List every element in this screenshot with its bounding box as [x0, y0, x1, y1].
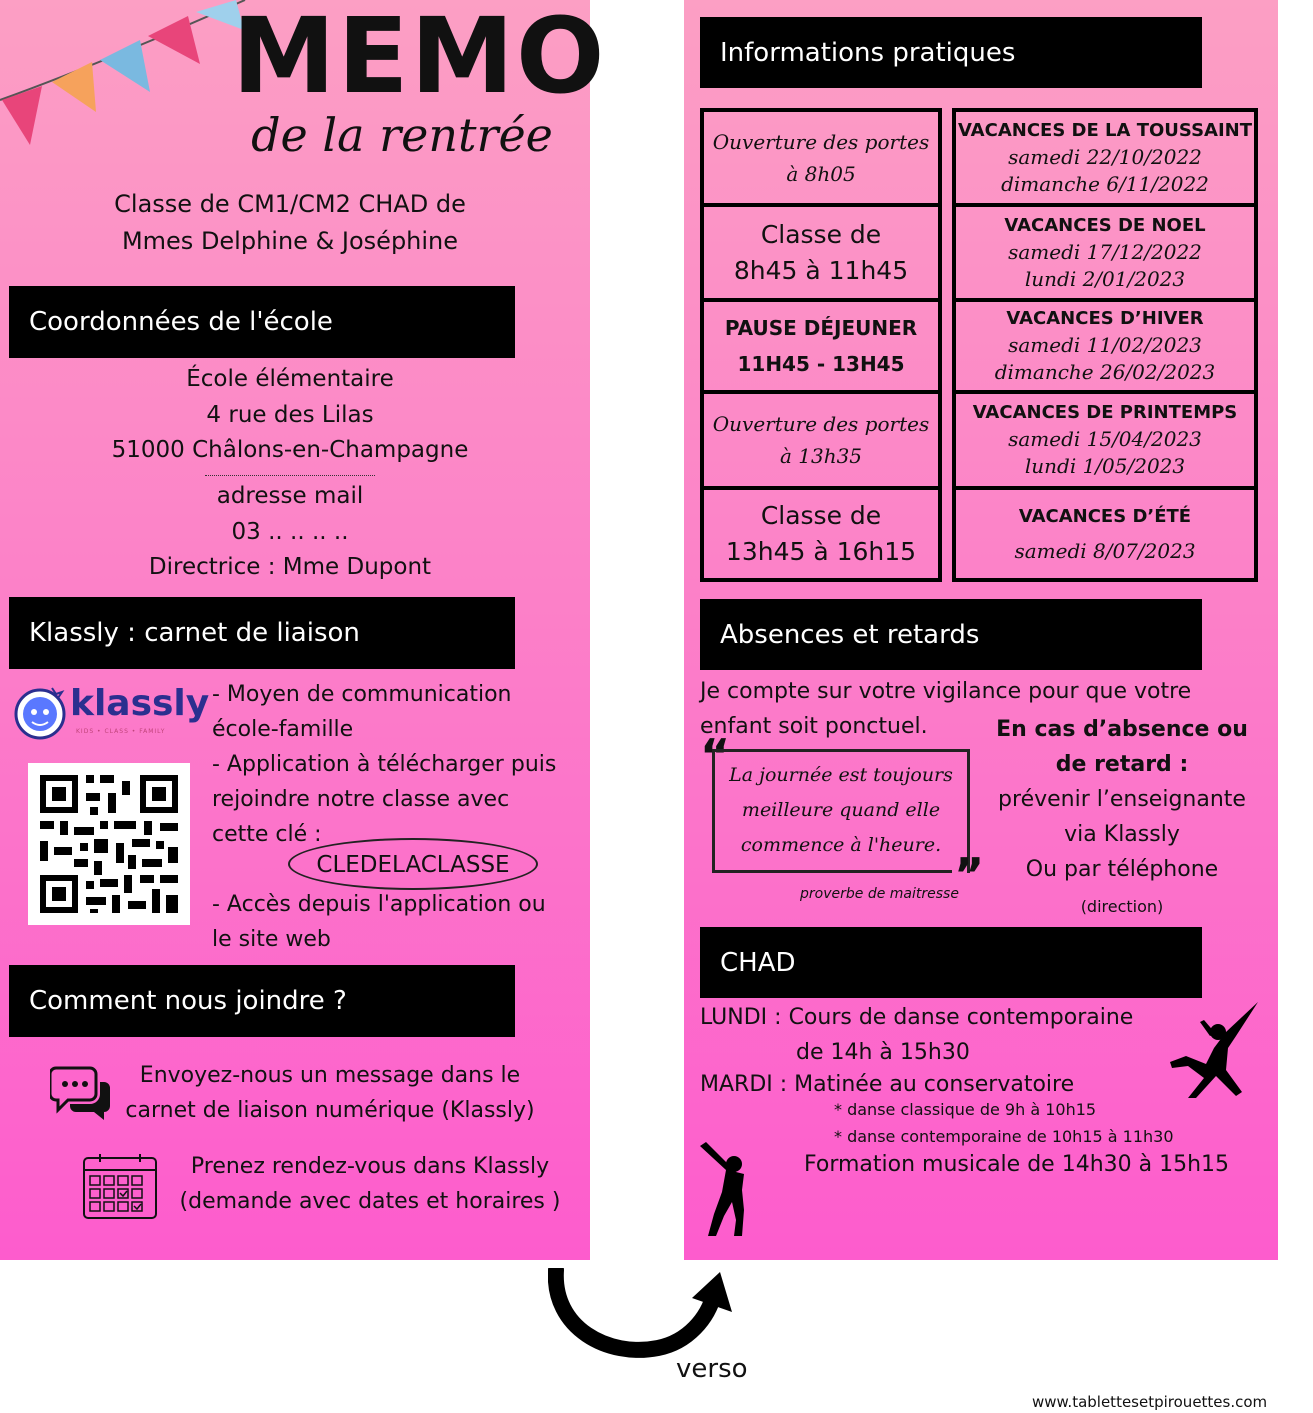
- holiday-date: samedi 11/02/2023: [1008, 333, 1202, 357]
- schedule-cell: [700, 203, 942, 302]
- holiday-date: dimanche 26/02/2023: [994, 360, 1216, 384]
- tuesday-text: Matinée au conservatoire: [794, 1072, 1075, 1097]
- quote-line: La journée est toujours: [729, 764, 953, 786]
- holiday-cell: [952, 486, 1258, 582]
- dancer-figure-icon: [698, 1140, 758, 1240]
- open-quote-icon: “: [700, 729, 731, 783]
- schedule-text: Classe de: [760, 501, 882, 530]
- holiday-cell: [952, 390, 1258, 490]
- website-url[interactable]: www.tablettesetpirouettes.com: [1032, 1393, 1268, 1411]
- tuesday-label: MARDI :: [700, 1072, 788, 1097]
- memo-subtitle: de la rentrée: [251, 108, 553, 162]
- dancer-silhouette-icon: [1166, 1000, 1262, 1100]
- school-line: École élémentaire: [186, 366, 394, 392]
- klassly-mascot-icon: [10, 680, 70, 742]
- holiday-title: VACANCES D’HIVER: [1006, 308, 1204, 329]
- absence-line: Ou par téléphone: [1025, 857, 1219, 882]
- calendar-icon: [82, 1152, 158, 1220]
- message-line: Envoyez-nous un message dans le: [139, 1063, 521, 1088]
- holiday-cell: [952, 108, 1258, 207]
- klassly-heading: Klassly : carnet de liaison: [9, 597, 515, 669]
- holiday-date: samedi 8/07/2023: [1014, 538, 1196, 563]
- verso-label: verso: [676, 1354, 748, 1384]
- schedule-text: à 13h35: [779, 444, 863, 468]
- absence-line: via Klassly: [1064, 822, 1180, 847]
- holiday-date: dimanche 6/11/2022: [1001, 171, 1209, 196]
- message-line: carnet de liaison numérique (Klassly): [125, 1098, 535, 1123]
- schedule-cell: [700, 298, 942, 394]
- klassly-line: - Accès depuis l'application ou: [212, 892, 546, 917]
- schedule-text: Ouverture des portes: [712, 412, 930, 436]
- monday-text: Cours de danse contemporaine: [788, 1005, 1134, 1030]
- holiday-date: samedi 22/10/2022: [1008, 144, 1202, 169]
- phone-line: 03 .. .. .. ..: [231, 518, 349, 545]
- klassly-logo: [10, 680, 210, 742]
- klassly-line: rejoindre notre classe avec: [212, 787, 510, 812]
- holiday-title: VACANCES D’ÉTÉ: [1018, 505, 1192, 527]
- schedule-cell: [700, 486, 942, 582]
- quote-line: commence à l'heure.: [740, 834, 942, 856]
- memo-title: MEMO: [232, 0, 607, 117]
- klassly-line: cette clé :: [212, 822, 322, 847]
- school-contact: [0, 479, 580, 586]
- klassly-logo-text: klassly: [70, 683, 210, 724]
- absence-bold-line: En cas d’absence ou: [996, 717, 1248, 742]
- absence-procedure: [984, 712, 1260, 927]
- absences-intro-line: Je compte sur votre vigilance pour que votre: [700, 679, 1192, 704]
- klassly-line: - Application à télécharger puis: [212, 752, 557, 777]
- chat-bubbles-icon: [50, 1062, 112, 1122]
- quote-text: [720, 758, 962, 863]
- appointment-line: (demande avec dates et horaires ): [179, 1189, 561, 1214]
- quote-frame-bottom: [712, 870, 952, 873]
- monday-time: de 14h à 15h30: [796, 1040, 970, 1065]
- qr-code[interactable]: [28, 763, 190, 925]
- close-quote-icon: ”: [954, 848, 985, 902]
- holiday-title: VACANCES DE NOEL: [1004, 214, 1206, 236]
- schedule-text: 13h45 à 16h15: [725, 537, 917, 566]
- klassly-tagline: KIDS • CLASS • FAMILY: [76, 728, 166, 735]
- tuesday-detail: * danse classique de 9h à 10h15: [834, 1100, 1097, 1119]
- klassly-line: - Moyen de communication: [212, 682, 512, 707]
- formation-musicale: Formation musicale de 14h30 à 15h15: [804, 1152, 1230, 1177]
- email-line: adresse mail: [216, 483, 364, 509]
- appointment-instructions: [160, 1149, 580, 1219]
- holiday-title: VACANCES DE PRINTEMPS: [972, 402, 1238, 423]
- school-heading: Coordonnées de l'école: [9, 286, 515, 358]
- class-key[interactable]: CLEDELACLASSE: [316, 852, 510, 878]
- schedule-cell: [700, 108, 942, 207]
- absence-bold-line: de retard :: [1055, 752, 1189, 777]
- school-line: 4 rue des Lilas: [206, 401, 374, 428]
- monday-label: LUNDI :: [700, 1005, 782, 1030]
- bunting-decoration: [0, 0, 250, 150]
- absences-intro-line: enfant soit ponctuel.: [700, 714, 928, 739]
- message-instructions: [110, 1058, 550, 1128]
- klassly-access: [212, 887, 584, 957]
- class-info: [0, 186, 580, 260]
- tuesday-detail: * danse contemporaine de 10h15 à 11h30: [834, 1127, 1174, 1146]
- holiday-cell: [952, 298, 1258, 394]
- absence-line: prévenir l’enseignante: [998, 787, 1246, 812]
- class-line: Classe de CM1/CM2 CHAD de: [114, 190, 466, 218]
- schedule-text: à 8h05: [786, 161, 856, 186]
- absences-heading: Absences et retards: [700, 599, 1202, 670]
- schedule-text: 8h45 à 11h45: [733, 255, 909, 285]
- holiday-date: lundi 2/01/2023: [1024, 266, 1186, 291]
- chad-heading: CHAD: [700, 927, 1202, 998]
- divider: [205, 475, 375, 476]
- holiday-title: VACANCES DE LA TOUSSAINT: [957, 119, 1253, 141]
- schedule-cell: [700, 390, 942, 490]
- contact-heading: Comment nous joindre ?: [9, 965, 515, 1037]
- absence-note: (direction): [1080, 897, 1164, 916]
- school-line: 51000 Châlons-en-Champagne: [111, 437, 469, 463]
- appointment-line: Prenez rendez-vous dans Klassly: [190, 1154, 550, 1179]
- schedule-text: Ouverture des portes: [712, 129, 930, 154]
- class-line: Mmes Delphine & Joséphine: [121, 227, 459, 255]
- holiday-date: samedi 17/12/2022: [1008, 239, 1202, 264]
- director-line: Directrice : Mme Dupont: [148, 554, 432, 580]
- holiday-date: lundi 1/05/2023: [1024, 454, 1186, 478]
- klassly-line: le site web: [212, 927, 331, 952]
- schedule-text: 11H45 - 13H45: [737, 352, 905, 376]
- back-page: [684, 0, 1278, 1260]
- qr-code-icon: [28, 763, 190, 925]
- info-heading: Informations pratiques: [700, 17, 1202, 88]
- holiday-date: samedi 15/04/2023: [1008, 427, 1202, 451]
- curved-arrow-icon: [548, 1268, 738, 1368]
- school-address: [0, 362, 580, 469]
- tuesday-details: [834, 1096, 1174, 1150]
- schedule-text: Classe de: [760, 219, 882, 249]
- quote-line: meilleure quand elle: [741, 799, 941, 821]
- klassly-line: école-famille: [212, 717, 354, 742]
- quote-source: proverbe de maitresse: [800, 886, 959, 902]
- holiday-cell: [952, 203, 1258, 302]
- klassly-description: [212, 677, 584, 852]
- front-page: [0, 0, 607, 1260]
- schedule-text: PAUSE DÉJEUNER: [724, 316, 918, 340]
